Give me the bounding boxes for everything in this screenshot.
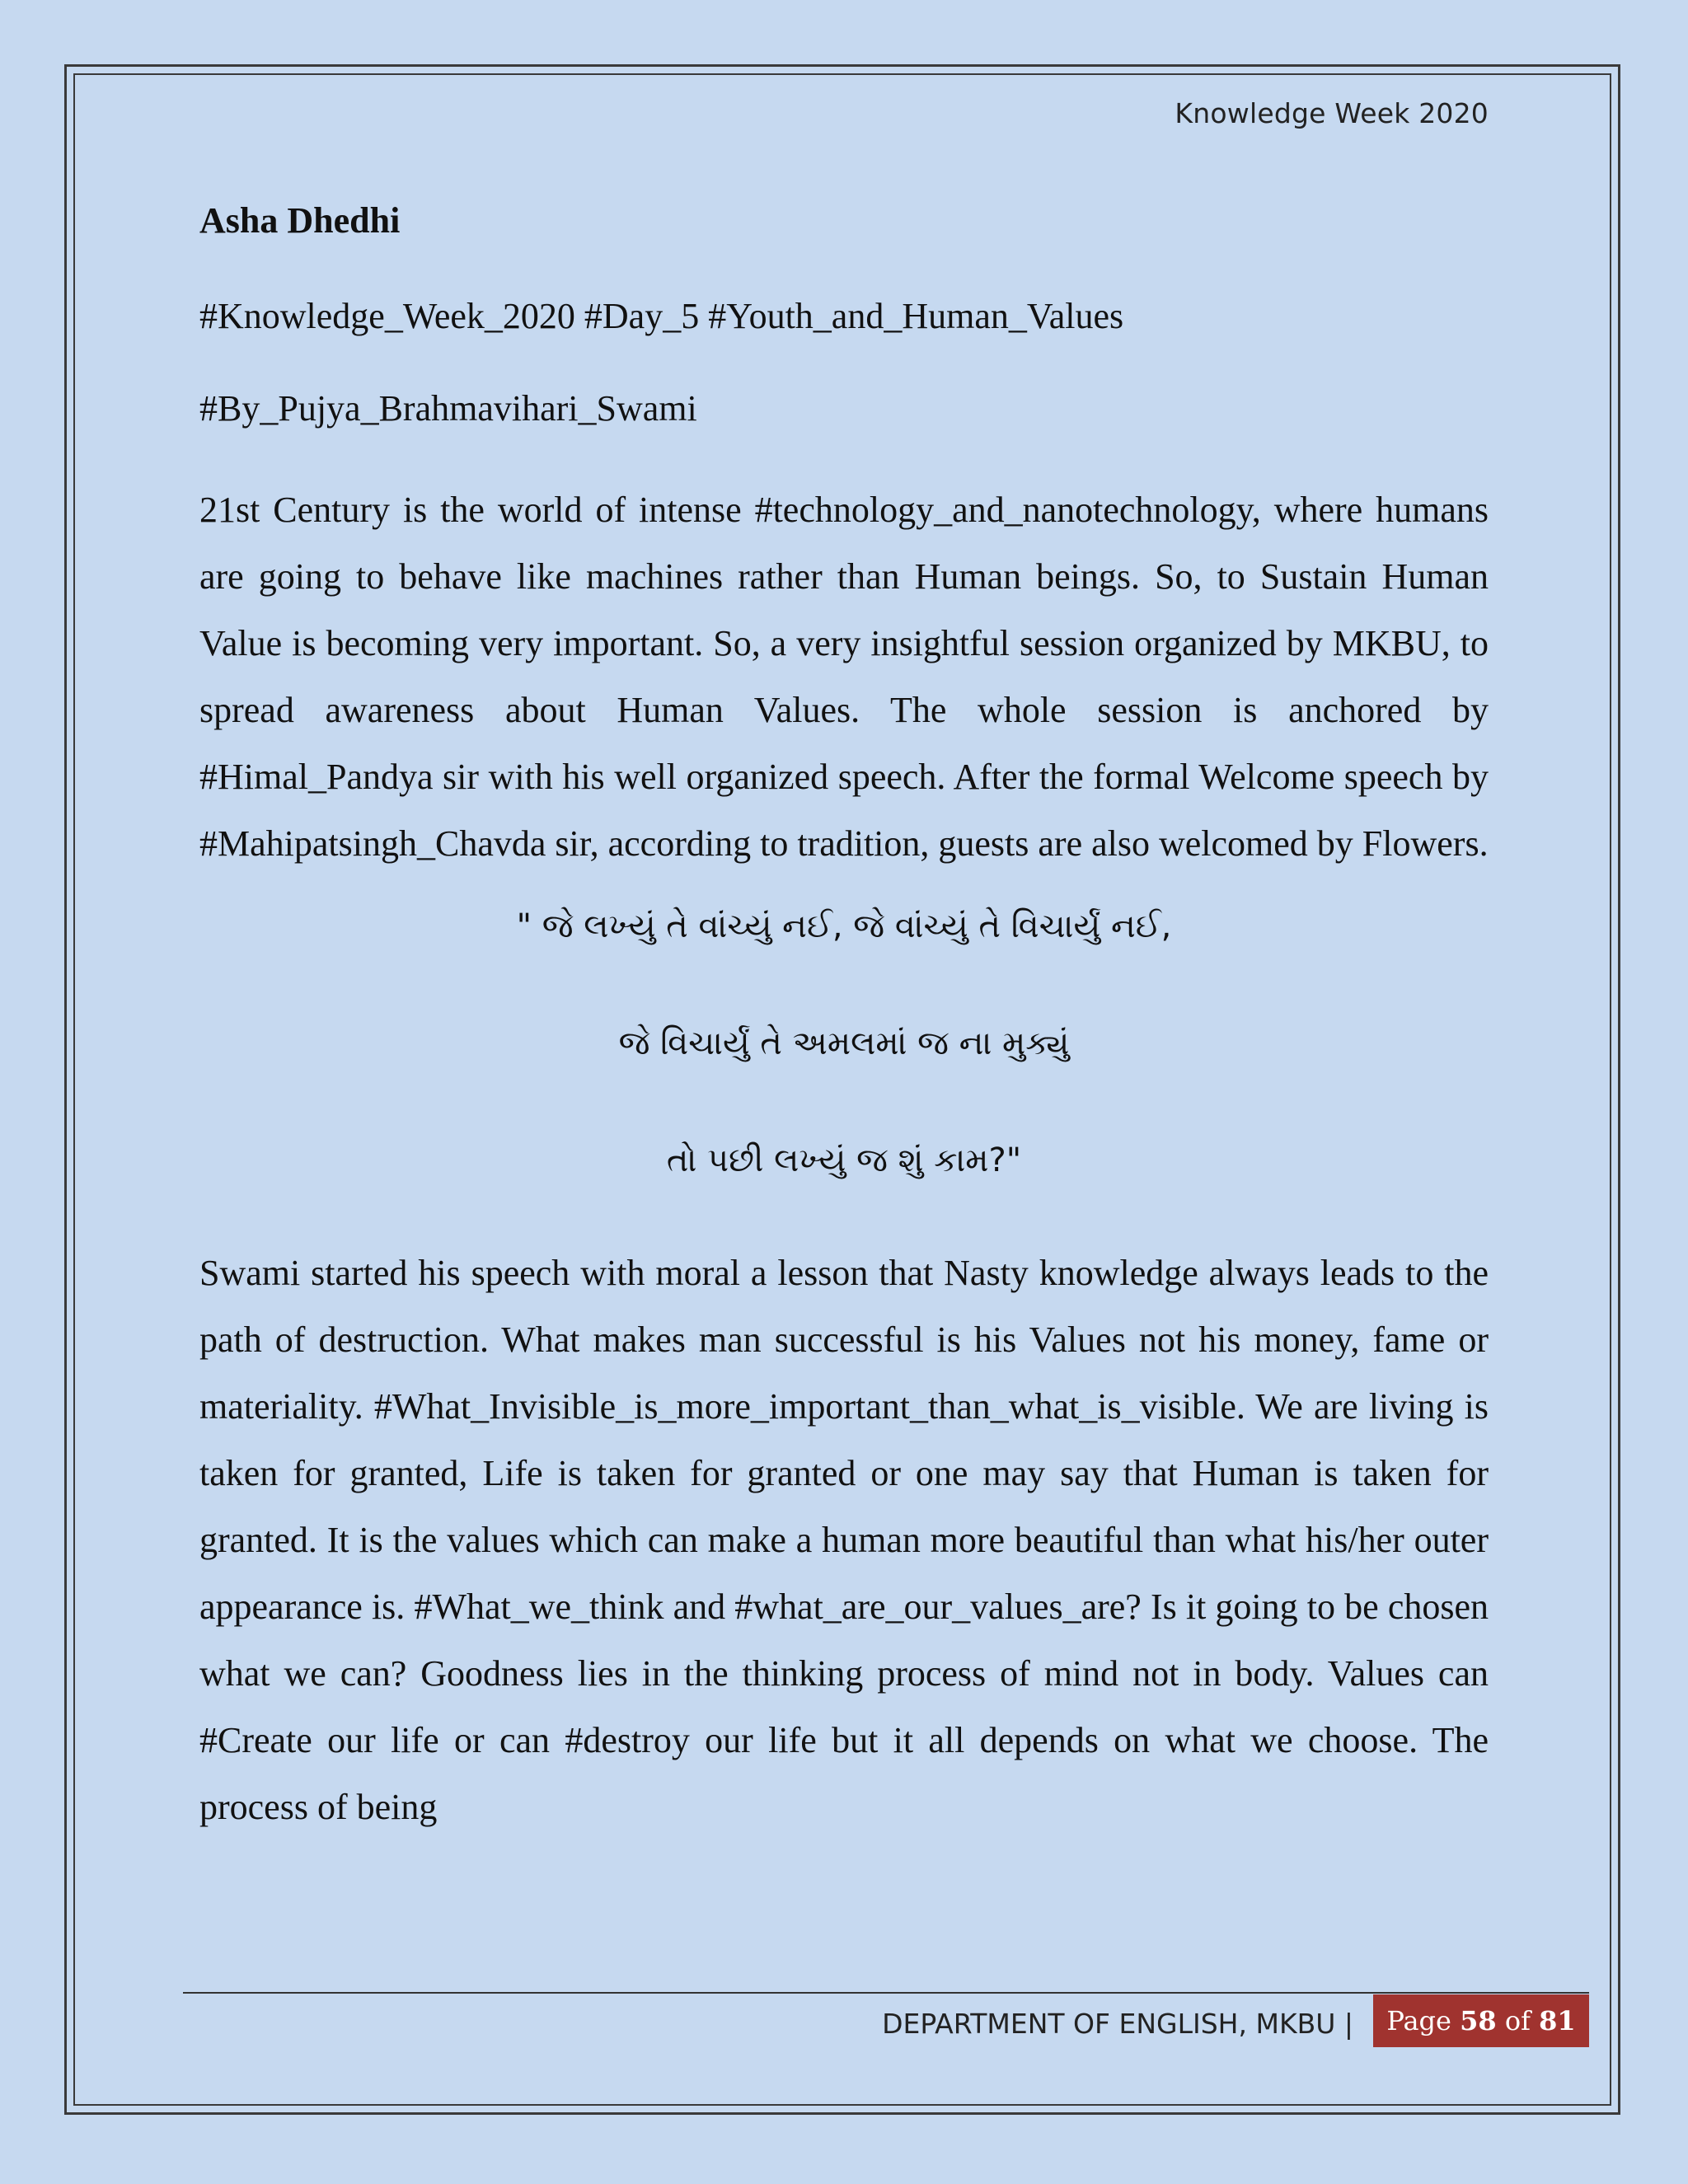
- page-total: 81: [1539, 2005, 1576, 2036]
- page-number-badge: [1373, 1994, 1589, 2047]
- page-of-word: of: [1504, 2005, 1531, 2036]
- poem-line-3: તો પછી લખ્યું જ શું કામ?": [666, 1141, 1022, 1179]
- page-word: Page: [1386, 2005, 1451, 2036]
- hashtags-line-2: #By_Pujya_Brahmavihari_Swami: [199, 388, 697, 429]
- poem-line-2: જે વિચાર્યું તે અમલમાં જ ના મુક્યું: [618, 1024, 1070, 1062]
- paragraph-intro: 21st Century is the world of intense #technology_and_nanotechnology, where humans are going to behave like machines rather than Human beings. So, to Sustain Human Value is becoming very important. So, a very insightful session organized by MKBU, to spread awareness about Human Values. The whole session is anchored by #Himal_Pandya sir with his well organized speech. After the formal Welcome speech by #Mahipatsingh_Chavda sir, according to tradition, guests are also welcomed by Flowers.: [199, 490, 1489, 864]
- poem-line-1: " જે લખ્યું તે વાંચ્યું નઈ, જે વાંચ્યું તે વિચાર્યું નઈ,: [516, 907, 1172, 945]
- page-number: 58: [1460, 2005, 1497, 2036]
- footer-department: DEPARTMENT OF ENGLISH, MKBU |: [882, 2008, 1353, 2040]
- hashtags-line-1: #Knowledge_Week_2020 #Day_5 #Youth_and_Human_Values: [199, 296, 1124, 336]
- author-name: Asha Dhedhi: [199, 200, 401, 241]
- footer-divider: [183, 1992, 1589, 1994]
- article-body: [199, 196, 1489, 1840]
- running-header: Knowledge Week 2020: [1175, 97, 1489, 129]
- paragraph-speech: Swami started his speech with moral a lesson that Nasty knowledge always leads to the path of destruction. What makes man successful is his Values not his money, fame or materiality. #What_Invisible_is_more_important_than_what_is_visible. We are living is taken for granted, Life is taken for granted or one may say that Human is taken for granted. It is the values which can make a human more beautiful than what his/her outer appearance is. #What_we_think and #what_are_our_values_are? Is it going to be chosen what we can? Goodness lies in the thinking process of mind not in body. Values can #Create our life or can #destroy our life but it all depends on what we choose. The process of being: [199, 1253, 1489, 1827]
